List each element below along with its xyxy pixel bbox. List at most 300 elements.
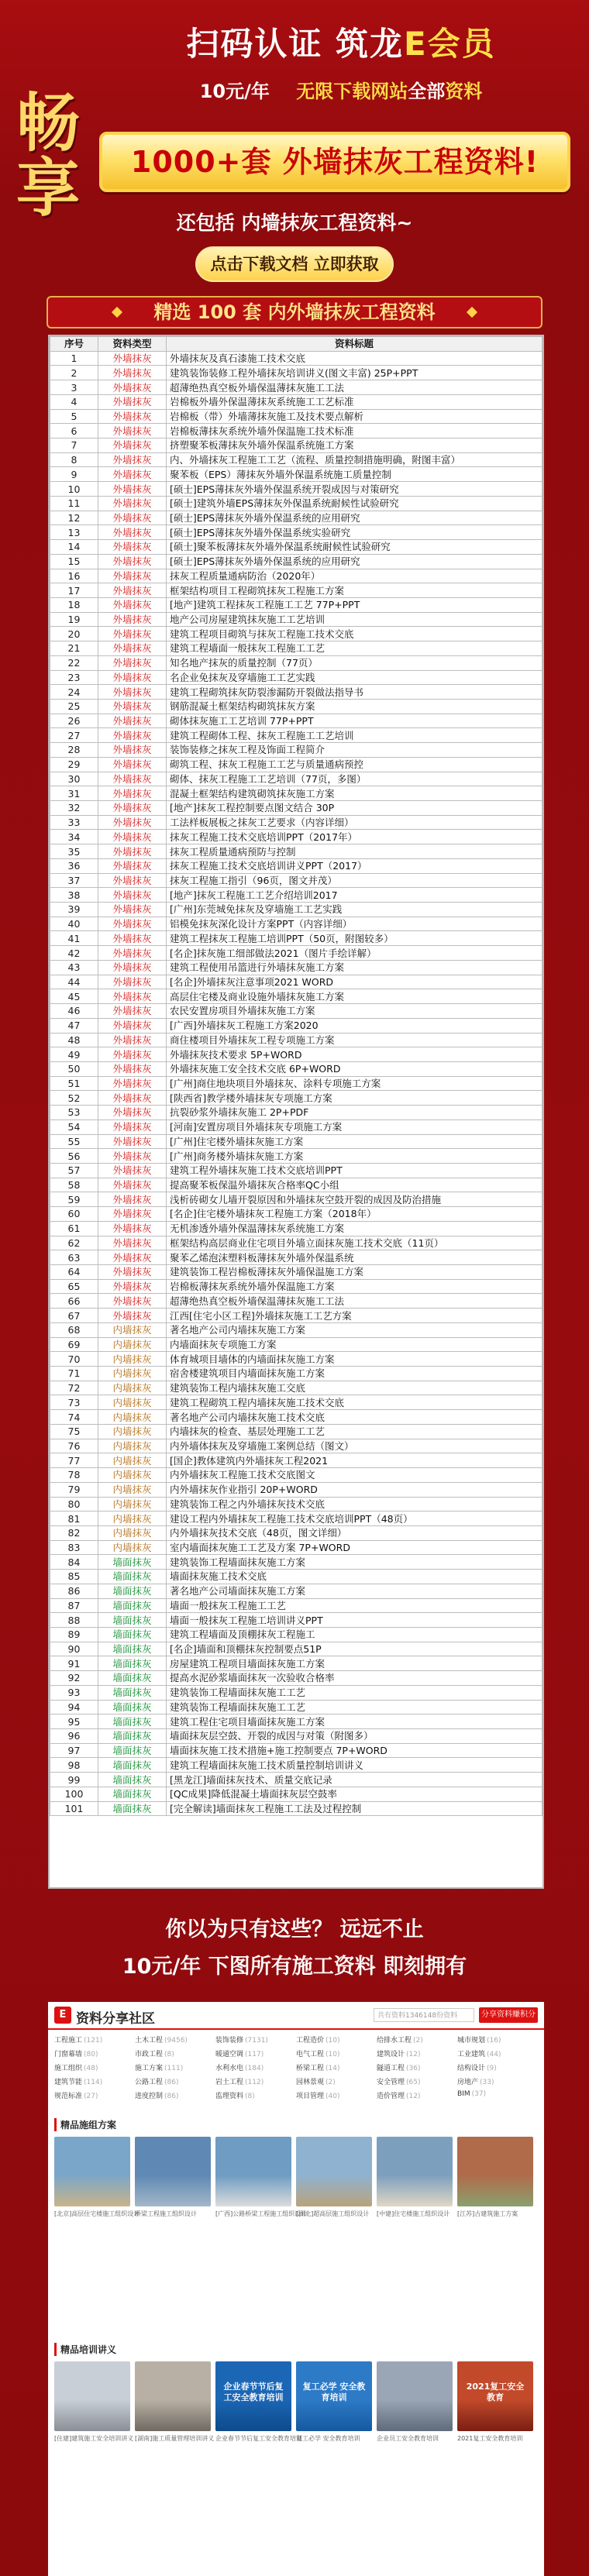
table-row[interactable]	[50, 1395, 542, 1410]
row-title[interactable]: [硕士]EPS薄抹灰外墙外保温系统开裂成因与对策研究	[167, 482, 542, 497]
category-link[interactable]	[135, 2090, 179, 2100]
table-row[interactable]	[50, 1250, 542, 1265]
category-link[interactable]	[377, 2076, 421, 2086]
row-title[interactable]: 挤塑聚苯板薄抹灰外墙外保温系统施工方案	[167, 439, 542, 453]
category-link[interactable]	[457, 2062, 497, 2072]
table-row[interactable]	[50, 1309, 542, 1323]
row-title[interactable]: 著名地产公司墙面抹灰施工方案	[167, 1584, 542, 1598]
row-number: 46	[50, 1004, 98, 1019]
row-title[interactable]: [河南]安置房项目外墙抹灰专项施工方案	[167, 1119, 542, 1134]
table-row[interactable]	[50, 1192, 542, 1207]
table-row[interactable]	[50, 989, 542, 1004]
row-title[interactable]: 内外墙抹灰技术交底（48页，图文详细）	[167, 1525, 542, 1540]
table-row[interactable]	[50, 380, 542, 395]
row-title[interactable]: [名企]墙面和顶棚抹灰控制要点51P	[167, 1642, 542, 1656]
table-row[interactable]	[50, 757, 542, 772]
row-title[interactable]: [硕士]建筑外墙EPS薄抹灰外保温系统耐候性试验研究	[167, 496, 542, 511]
table-row[interactable]	[50, 1700, 542, 1714]
table-row[interactable]	[50, 641, 542, 656]
row-number: 77	[50, 1453, 98, 1468]
table-row[interactable]	[50, 931, 542, 946]
table-row[interactable]	[50, 1149, 542, 1164]
table-row[interactable]	[50, 511, 542, 525]
category-link[interactable]	[377, 2034, 423, 2045]
category-link[interactable]	[296, 2090, 340, 2100]
row-type: 内墙抹灰	[98, 1352, 167, 1367]
row-title[interactable]: 建筑工程砌筑工程内墙抹灰施工技术交底	[167, 1395, 542, 1410]
row-type: 外墙抹灰	[98, 452, 167, 467]
table-row[interactable]	[50, 1525, 542, 1540]
row-number: 89	[50, 1627, 98, 1642]
row-title[interactable]: 著名地产公司内墙抹灰施工方案	[167, 1322, 542, 1337]
table-row[interactable]	[50, 467, 542, 482]
row-title[interactable]: 建筑装饰工程之内外墙抹灰技术交底	[167, 1497, 542, 1512]
row-title[interactable]: 墙面抹灰施工技术措施+施工控制要点 7P+WORD	[167, 1743, 542, 1758]
table-row[interactable]	[50, 439, 542, 453]
row-title[interactable]: 墙面抹灰层空鼓、开裂的成因与对策（附图多）	[167, 1729, 542, 1744]
row-type: 外墙抹灰	[98, 1163, 167, 1178]
category-label: 监理资料	[215, 2093, 244, 2100]
row-number: 49	[50, 1047, 98, 1062]
table-row[interactable]	[50, 1482, 542, 1497]
document-thumbnail[interactable]	[54, 2137, 140, 2217]
category-link[interactable]	[54, 2076, 102, 2086]
thumbnail-caption: [广西]公路桥梁工程施工组织设计	[215, 2210, 308, 2217]
table-row[interactable]	[50, 627, 542, 641]
table-row[interactable]	[50, 1381, 542, 1395]
table-row[interactable]	[50, 1018, 542, 1033]
category-count: (16)	[487, 2037, 501, 2045]
table-row[interactable]	[50, 424, 542, 439]
row-title[interactable]: 提高聚苯板保温外墙抹灰合格率QC小组	[167, 1178, 542, 1192]
row-title[interactable]: 墙面抹灰施工技术交底	[167, 1570, 542, 1584]
row-number: 1	[50, 351, 98, 366]
table-row[interactable]	[50, 1773, 542, 1787]
row-title[interactable]: 内外墙体抹灰及穿墙施工案例总结（图文）	[167, 1439, 542, 1453]
row-type: 外墙抹灰	[98, 699, 167, 714]
table-row[interactable]	[50, 1004, 542, 1019]
row-title[interactable]: 墙面一般抹灰工程施工工艺	[167, 1598, 542, 1613]
row-title[interactable]: 提高水泥砂浆墙面抹灰一次验收合格率	[167, 1671, 542, 1686]
table-row[interactable]	[50, 1178, 542, 1192]
row-type: 外墙抹灰	[98, 1061, 167, 1076]
table-row[interactable]	[50, 1627, 542, 1642]
row-title[interactable]: 建筑工程墙面及顶棚抹灰工程施工	[167, 1627, 542, 1642]
row-title[interactable]: [名企]外墙抹灰注意事项2021 WORD	[167, 975, 542, 989]
table-row[interactable]	[50, 888, 542, 903]
table-row[interactable]	[50, 1468, 542, 1483]
category-link[interactable]	[215, 2048, 264, 2058]
promo-title-highlight: E会员	[403, 25, 496, 63]
row-title[interactable]: [广西]外墙抹灰工程施工方案2020	[167, 1018, 542, 1033]
row-title[interactable]: 聚苯板（EPS）薄抹灰外墙外保温系统施工质量控制	[167, 467, 542, 482]
row-title[interactable]: 装饰装修之抹灰工程及饰面工程简介	[167, 743, 542, 758]
category-link[interactable]	[135, 2076, 179, 2086]
table-row[interactable]	[50, 554, 542, 569]
row-type: 外墙抹灰	[98, 627, 167, 641]
row-type: 外墙抹灰	[98, 989, 167, 1004]
row-number: 35	[50, 844, 98, 859]
row-title[interactable]: 岩棉板薄抹灰系统外墙外保温施工方案	[167, 1279, 542, 1294]
row-number: 32	[50, 801, 98, 816]
row-title[interactable]: [国企]教体建筑内外墙抹灰工程2021	[167, 1453, 542, 1468]
category-label: 规范标准	[54, 2093, 83, 2100]
category-link[interactable]	[457, 2048, 501, 2058]
row-title[interactable]: 钢筋混凝土框架结构砌筑抹灰方案	[167, 699, 542, 714]
row-title[interactable]: 超薄绝热真空板外墙保温薄抹灰施工工法	[167, 380, 542, 395]
table-row[interactable]	[50, 960, 542, 975]
table-row[interactable]	[50, 685, 542, 700]
category-link[interactable]	[457, 2090, 486, 2098]
row-type: 内墙抹灰	[98, 1381, 167, 1395]
category-label: 隧道工程	[377, 2065, 405, 2072]
table-row[interactable]	[50, 1119, 542, 1134]
row-title[interactable]: 名企业免抹灰及穿墙施工工艺实践	[167, 670, 542, 685]
table-row[interactable]	[50, 670, 542, 685]
row-title[interactable]: [广州]住宅楼外墙抹灰施工方案	[167, 1134, 542, 1149]
row-title[interactable]: 外墙抹灰技术要求 5P+WORD	[167, 1047, 542, 1062]
row-type: 墙面抹灰	[98, 1584, 167, 1598]
table-row[interactable]	[50, 1279, 542, 1294]
row-title[interactable]: [QC成果]降低混凝土墙面抹灰层空鼓率	[167, 1787, 542, 1801]
row-title[interactable]: 建筑工程外墙抹灰施工技术交底培训PPT	[167, 1163, 542, 1178]
table-row[interactable]	[50, 1207, 542, 1222]
row-title[interactable]: 建筑工程砌筑抹灰防裂渗漏防开裂做法指导书	[167, 685, 542, 700]
category-link[interactable]	[377, 2062, 421, 2072]
row-type: 墙面抹灰	[98, 1714, 167, 1729]
table-row[interactable]	[50, 1061, 542, 1076]
download-button[interactable]: 点击下载文档 立即获取	[195, 246, 394, 282]
row-number: 16	[50, 569, 98, 583]
table-row[interactable]	[50, 612, 542, 627]
table-row[interactable]	[50, 1424, 542, 1439]
table-row[interactable]	[50, 728, 542, 743]
row-title[interactable]: 房屋建筑工程项目墙面抹灰施工方案	[167, 1656, 542, 1671]
row-title[interactable]: 无机渗透外墙外保温薄抹灰系统施工方案	[167, 1221, 542, 1236]
table-row[interactable]	[50, 815, 542, 830]
document-thumbnail[interactable]	[296, 2137, 372, 2217]
table-row[interactable]	[50, 394, 542, 409]
promo-title	[93, 19, 589, 65]
table-row[interactable]	[50, 1453, 542, 1468]
row-number: 4	[50, 394, 98, 409]
category-link[interactable]	[296, 2048, 340, 2058]
row-type: 外墙抹灰	[98, 655, 167, 670]
community-search-input[interactable]: 共有资料1346148份资料	[374, 2008, 474, 2022]
share-upload-button[interactable]: 分享资料赚积分	[479, 2007, 538, 2023]
table-row[interactable]	[50, 597, 542, 612]
row-title[interactable]: [硕士]EPS薄抹灰外墙外保温系统实验研究	[167, 525, 542, 540]
row-title[interactable]: 超薄绝热真空板外墙保温薄抹灰施工工法	[167, 1294, 542, 1309]
row-title[interactable]: [广州]商住地块项目外墙抹灰、涂料专项施工方案	[167, 1076, 542, 1091]
table-row[interactable]	[50, 1671, 542, 1686]
row-title[interactable]: 框架结构高层商业住宅项目外墙立面抹灰施工技术交底（11页）	[167, 1236, 542, 1250]
category-link[interactable]	[296, 2076, 336, 2086]
row-title[interactable]: 工法样板展板之抹灰工艺要求（内容详细）	[167, 815, 542, 830]
row-title[interactable]: [地产]抹灰工程控制要点图文结合 30P	[167, 801, 542, 816]
category-link[interactable]	[135, 2048, 174, 2058]
community-logo-icon: E	[54, 2007, 71, 2024]
row-title[interactable]: [名企]抹灰施工细部做法2021（图片手绘详解）	[167, 946, 542, 961]
document-thumbnail[interactable]	[377, 2137, 453, 2217]
document-table	[48, 335, 544, 1889]
table-row[interactable]	[50, 903, 542, 917]
table-row[interactable]	[50, 946, 542, 961]
row-title[interactable]: 建筑工程墙面一般抹灰工程施工工艺	[167, 641, 542, 656]
table-row[interactable]	[50, 1656, 542, 1671]
table-row[interactable]	[50, 569, 542, 583]
table-row[interactable]	[50, 1801, 542, 1816]
row-title[interactable]: 抹灰工程质量通病预防与控制	[167, 844, 542, 859]
row-number: 34	[50, 830, 98, 844]
row-title[interactable]: 建筑装饰工程内墙抹灰施工交底	[167, 1381, 542, 1395]
table-row[interactable]	[50, 801, 542, 816]
category-link[interactable]	[377, 2048, 421, 2058]
row-title[interactable]: 抗裂砂浆外墙抹灰施工 2P+PDF	[167, 1106, 542, 1120]
table-row[interactable]	[50, 1337, 542, 1352]
row-number: 29	[50, 757, 98, 772]
row-title[interactable]: 浅析砖砌女儿墙开裂原因和外墙抹灰空鼓开裂的成因及防治措施	[167, 1192, 542, 1207]
row-number: 9	[50, 467, 98, 482]
row-title[interactable]: [黑龙江]墙面抹灰技术、质量交底记录	[167, 1773, 542, 1787]
table-row[interactable]	[50, 772, 542, 786]
category-link[interactable]	[457, 2076, 494, 2086]
document-thumbnail[interactable]	[457, 2137, 533, 2217]
category-link[interactable]	[296, 2062, 340, 2072]
table-row[interactable]	[50, 1033, 542, 1047]
table-row[interactable]	[50, 1106, 542, 1120]
document-thumbnail[interactable]	[54, 2361, 134, 2442]
row-title[interactable]: 建筑工程住宅项目墙面抹灰施工方案	[167, 1714, 542, 1729]
row-type: 外墙抹灰	[98, 815, 167, 830]
row-title[interactable]: 建筑装饰工程墙面抹灰施工工艺	[167, 1685, 542, 1700]
row-type: 外墙抹灰	[98, 772, 167, 786]
category-link[interactable]	[377, 2090, 421, 2100]
row-title[interactable]: 建筑工程墙面抹灰施工技术质量控制培训讲义	[167, 1758, 542, 1773]
table-row[interactable]	[50, 786, 542, 801]
row-title[interactable]: [硕士]聚苯板薄抹灰外墙外保温系统耐候性试验研究	[167, 540, 542, 555]
table-body	[50, 351, 542, 1816]
table-row[interactable]	[50, 452, 542, 467]
row-title[interactable]: 农民安置房项目外墙抹灰施工方案	[167, 1004, 542, 1019]
row-title[interactable]: 著名地产公司内墙抹灰施工技术交底	[167, 1410, 542, 1425]
row-title[interactable]: 岩棉板外墙外保温薄抹灰系统施工工艺标准	[167, 394, 542, 409]
row-title[interactable]: [地产]建筑工程抹灰工程施工工艺 77P+PPT	[167, 597, 542, 612]
row-title[interactable]: 知名地产抹灰的质量控制（77页）	[167, 655, 542, 670]
row-title[interactable]: 抹灰工程施工指引（96页，图文并茂）	[167, 873, 542, 888]
row-title[interactable]: 混凝土框架结构建筑砌筑抹灰施工方案	[167, 786, 542, 801]
row-title[interactable]: 外墙抹灰施工安全技术交底 6P+WORD	[167, 1061, 542, 1076]
table-row[interactable]	[50, 482, 542, 497]
row-title[interactable]: 建筑工程抹灰工程施工培训PPT（50页，附图较多）	[167, 931, 542, 946]
row-title[interactable]: 框架结构项目工程砌筑抹灰工程施工方案	[167, 583, 542, 598]
table-row[interactable]	[50, 366, 542, 380]
row-title[interactable]: 抹灰工程质量通病防治（2020年）	[167, 569, 542, 583]
row-title[interactable]: 内、外墙抹灰工程施工工艺（流程、质量控制措施明确，附图丰富）	[167, 452, 542, 467]
table-row[interactable]	[50, 1714, 542, 1729]
row-title[interactable]: 高层住宅楼及商业设施外墙抹灰施工方案	[167, 989, 542, 1004]
category-link[interactable]	[135, 2062, 183, 2072]
category-link[interactable]	[54, 2090, 98, 2100]
row-title[interactable]: 建筑工程使用吊篮进行外墙抹灰施工方案	[167, 960, 542, 975]
table-row[interactable]	[50, 873, 542, 888]
category-link[interactable]	[215, 2034, 268, 2045]
row-title[interactable]: 岩棉板（带）外墙薄抹灰施工及技术要点解析	[167, 409, 542, 424]
table-row[interactable]	[50, 540, 542, 555]
table-row[interactable]	[50, 1729, 542, 1744]
row-number: 13	[50, 525, 98, 540]
table-row[interactable]	[50, 1410, 542, 1425]
category-link[interactable]	[54, 2048, 98, 2058]
table-row[interactable]	[50, 830, 542, 844]
table-row[interactable]	[50, 1091, 542, 1106]
row-number: 100	[50, 1787, 98, 1801]
row-title[interactable]: 建筑装饰工程墙面抹灰施工方案	[167, 1555, 542, 1570]
row-title[interactable]: 室内墙面抹灰施工工艺及方案 7P+WORD	[167, 1540, 542, 1555]
table-row[interactable]	[50, 975, 542, 989]
document-thumbnail[interactable]	[215, 2361, 302, 2442]
table-row[interactable]	[50, 655, 542, 670]
document-thumbnail[interactable]	[377, 2361, 453, 2442]
document-thumbnail[interactable]	[135, 2361, 215, 2442]
row-type: 墙面抹灰	[98, 1555, 167, 1570]
row-title[interactable]: 铝模免抹灰深化设计方案PPT（内容详细）	[167, 917, 542, 931]
table-row[interactable]	[50, 1076, 542, 1091]
table-row[interactable]	[50, 1047, 542, 1062]
row-title[interactable]: 建筑装饰工程墙面抹灰施工工艺	[167, 1700, 542, 1714]
row-title[interactable]: 抹灰工程施工技术交底培训PPT（2017年）	[167, 830, 542, 844]
row-title[interactable]: [广州]东莞城免抹灰及穿墙施工工艺实践	[167, 903, 542, 917]
table-row[interactable]	[50, 1352, 542, 1367]
row-title[interactable]: 岩棉板薄抹灰系统外墙外保温施工技术标准	[167, 424, 542, 439]
table-row[interactable]	[50, 743, 542, 758]
row-type: 墙面抹灰	[98, 1801, 167, 1816]
row-type: 外墙抹灰	[98, 685, 167, 700]
row-title[interactable]: [名企]住宅楼外墙抹灰工程施工方案（2018年）	[167, 1207, 542, 1222]
table-row[interactable]	[50, 917, 542, 931]
table-row[interactable]	[50, 1613, 542, 1628]
row-title[interactable]: [硕士]EPS薄抹灰外墙外保温系统的应用研究	[167, 511, 542, 525]
row-number: 65	[50, 1279, 98, 1294]
row-type: 外墙抹灰	[98, 1279, 167, 1294]
table-row[interactable]	[50, 1367, 542, 1381]
category-count: (40)	[326, 2093, 340, 2100]
table-row[interactable]	[50, 858, 542, 873]
row-title[interactable]: 内外墙抹灰工程施工技术交底图文	[167, 1468, 542, 1483]
category-link[interactable]	[215, 2076, 264, 2086]
table-row[interactable]	[50, 583, 542, 598]
table-row[interactable]	[50, 1555, 542, 1570]
category-link[interactable]	[215, 2090, 255, 2100]
category-count: (12)	[406, 2093, 421, 2100]
row-title[interactable]: 抹灰工程施工技术交底培训讲义PPT（2017）	[167, 858, 542, 873]
document-list	[50, 336, 542, 1816]
row-title[interactable]: 内墙抹灰的检查、基层处理施工工艺	[167, 1424, 542, 1439]
table-row[interactable]	[50, 1134, 542, 1149]
table-row[interactable]	[50, 1163, 542, 1178]
row-title[interactable]: [地产]抹灰工程施工工艺介绍培训2017	[167, 888, 542, 903]
table-row[interactable]	[50, 1540, 542, 1555]
table-row[interactable]	[50, 1584, 542, 1598]
category-link[interactable]	[54, 2034, 102, 2045]
row-number: 64	[50, 1265, 98, 1280]
category-label: BIM	[457, 2090, 470, 2098]
row-title[interactable]: 商住楼项目外墙抹灰工程专项施工方案	[167, 1033, 542, 1047]
row-type: 外墙抹灰	[98, 786, 167, 801]
row-title[interactable]: [广州]商务楼外墙抹灰施工方案	[167, 1149, 542, 1164]
table-row[interactable]	[50, 1265, 542, 1280]
row-type: 内墙抹灰	[98, 1367, 167, 1381]
row-title[interactable]: 建筑工程砌体工程、抹灰工程施工工艺培训	[167, 728, 542, 743]
row-title[interactable]: [完全解读]墙面抹灰工程施工工法及过程控制	[167, 1801, 542, 1816]
row-number: 30	[50, 772, 98, 786]
row-title[interactable]: 建筑装饰装修工程外墙抹灰培训讲义(图文丰富) 25P+PPT	[167, 366, 542, 380]
table-row[interactable]	[50, 1221, 542, 1236]
table-row[interactable]	[50, 1743, 542, 1758]
category-label: 建筑节能	[54, 2079, 83, 2086]
table-row[interactable]	[50, 1570, 542, 1584]
table-row[interactable]	[50, 351, 542, 366]
category-link[interactable]	[296, 2034, 340, 2045]
table-row[interactable]	[50, 1758, 542, 1773]
row-title[interactable]: 砌筑工程、抹灰工程施工工艺与质量通病预控	[167, 757, 542, 772]
table-row[interactable]	[50, 1685, 542, 1700]
table-row[interactable]	[50, 496, 542, 511]
row-title[interactable]: 砌体、抹灰工程施工工艺培训（77页，多图）	[167, 772, 542, 786]
category-link[interactable]	[135, 2034, 188, 2045]
table-row[interactable]	[50, 1497, 542, 1512]
row-title[interactable]: 墙面一般抹灰工程施工培训讲义PPT	[167, 1613, 542, 1628]
table-row[interactable]	[50, 1598, 542, 1613]
document-thumbnail[interactable]	[457, 2361, 533, 2442]
category-link[interactable]	[54, 2062, 98, 2072]
document-thumbnail[interactable]	[215, 2137, 308, 2217]
row-type: 外墙抹灰	[98, 1236, 167, 1250]
row-title[interactable]: [陕西省]教学楼外墙抹灰专项施工方案	[167, 1091, 542, 1106]
table-row[interactable]	[50, 1236, 542, 1250]
category-label: 项目管理	[296, 2093, 325, 2100]
table-row[interactable]	[50, 1322, 542, 1337]
table-row[interactable]	[50, 844, 542, 859]
table-row[interactable]	[50, 699, 542, 714]
document-thumbnail[interactable]	[296, 2361, 372, 2442]
document-thumbnail[interactable]	[135, 2137, 211, 2217]
row-title[interactable]: 外墙抹灰及真石漆施工技术交底	[167, 351, 542, 366]
row-title[interactable]: 建筑工程项目砌筑与抹灰工程施工技术交底	[167, 627, 542, 641]
row-title[interactable]: 宿舍楼建筑项目内墙面抹灰施工方案	[167, 1367, 542, 1381]
table-row[interactable]	[50, 1512, 542, 1526]
row-title[interactable]: 聚苯乙烯泡沫塑料板薄抹灰外墙外保温系统	[167, 1250, 542, 1265]
table-row[interactable]	[50, 409, 542, 424]
row-title[interactable]: 建设工程内外墙抹灰工程施工技术交底培训PPT（48页）	[167, 1512, 542, 1526]
table-row[interactable]	[50, 1294, 542, 1309]
row-title[interactable]: 江西[住宅小区工程]外墙抹灰施工工艺方案	[167, 1309, 542, 1323]
row-title[interactable]: 建筑装饰工程岩棉板薄抹灰外墙保温施工方案	[167, 1265, 542, 1280]
row-title[interactable]: [硕士]EPS薄抹灰外墙外保温系统的应用研究	[167, 554, 542, 569]
row-title[interactable]: 内外墙抹灰作业指引 20P+WORD	[167, 1482, 542, 1497]
row-title[interactable]: 内墙面抹灰专项施工方案	[167, 1337, 542, 1352]
table-row[interactable]	[50, 1642, 542, 1656]
row-title[interactable]: 砌体抹灰施工工艺培训 77P+PPT	[167, 714, 542, 728]
table-row[interactable]	[50, 1439, 542, 1453]
table-row[interactable]	[50, 525, 542, 540]
row-title[interactable]: 地产公司房屋建筑抹灰施工工艺培训	[167, 612, 542, 627]
category-link[interactable]	[215, 2062, 264, 2072]
table-row[interactable]	[50, 714, 542, 728]
category-link[interactable]	[457, 2034, 501, 2045]
table-row[interactable]	[50, 1787, 542, 1801]
row-title[interactable]: 体育城项目墙体的内墙面抹灰施工方案	[167, 1352, 542, 1367]
